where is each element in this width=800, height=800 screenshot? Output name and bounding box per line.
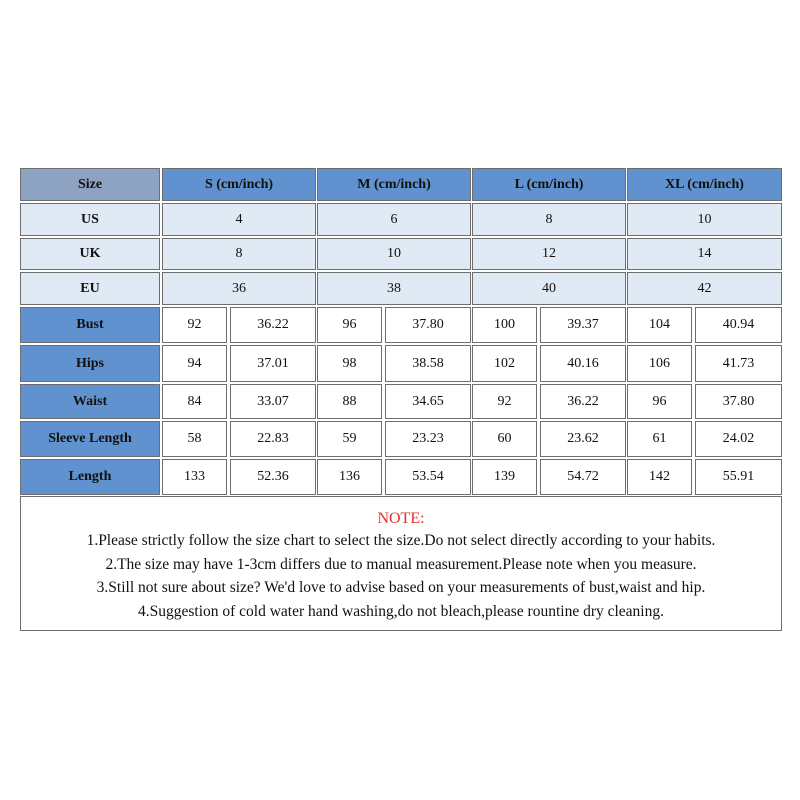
- size-header-corner: Size: [20, 168, 160, 201]
- size-value-eu-0: 36: [162, 272, 316, 305]
- note-line-3: 3.Still not sure about size? We'd love to advise based on your measurements of bust,waist and hip.: [96, 579, 706, 596]
- inch-value-waist-1: 34.65: [385, 384, 471, 419]
- note-title: NOTE:: [377, 510, 425, 527]
- cm-value-hips-3: 106: [627, 345, 692, 382]
- inch-value-sleeve-length-3: 24.02: [695, 421, 782, 457]
- inch-value-waist-3: 37.80: [695, 384, 782, 419]
- notes-box: [20, 496, 782, 631]
- inch-value-bust-2: 39.37: [540, 307, 626, 343]
- size-header-2: L (cm/inch): [472, 168, 626, 201]
- cm-value-length-0: 133: [162, 459, 227, 495]
- cm-value-waist-1: 88: [317, 384, 382, 419]
- inch-value-sleeve-length-1: 23.23: [385, 421, 471, 457]
- cm-value-sleeve-length-0: 58: [162, 421, 227, 457]
- size-value-us-3: 10: [627, 203, 782, 236]
- cm-value-waist-3: 96: [627, 384, 692, 419]
- row-label-uk: UK: [20, 238, 160, 270]
- row-label-eu: EU: [20, 272, 160, 305]
- row-label-waist: Waist: [20, 384, 160, 419]
- note-line-4: 4.Suggestion of cold water hand washing,do not bleach,please rountine dry cleaning.: [137, 602, 664, 620]
- cm-value-length-3: 142: [627, 459, 692, 495]
- size-header-3: XL (cm/inch): [627, 168, 782, 201]
- size-value-uk-2: 12: [472, 238, 626, 270]
- cm-value-hips-2: 102: [472, 345, 537, 382]
- inch-value-hips-0: 37.01: [230, 345, 316, 382]
- cm-value-hips-1: 98: [317, 345, 382, 382]
- size-header-1: M (cm/inch): [317, 168, 471, 201]
- inch-value-hips-2: 40.16: [540, 345, 626, 382]
- size-value-uk-1: 10: [317, 238, 471, 270]
- cm-value-waist-2: 92: [472, 384, 537, 419]
- size-value-eu-2: 40: [472, 272, 626, 305]
- cm-value-bust-3: 104: [627, 307, 692, 343]
- cm-value-bust-2: 100: [472, 307, 537, 343]
- note-line-2: 2.The size may have 1-3cm differs due to manual measurement.Please note when you measure.: [105, 555, 697, 573]
- row-label-length: Length: [20, 459, 160, 495]
- inch-value-length-3: 55.91: [695, 459, 782, 495]
- inch-value-sleeve-length-0: 22.83: [230, 421, 316, 457]
- row-label-hips: Hips: [20, 345, 160, 382]
- cm-value-hips-0: 94: [162, 345, 227, 382]
- inch-value-length-1: 53.54: [385, 459, 471, 495]
- cm-value-sleeve-length-2: 60: [472, 421, 537, 457]
- inch-value-hips-3: 41.73: [695, 345, 782, 382]
- inch-value-sleeve-length-2: 23.62: [540, 421, 626, 457]
- cm-value-sleeve-length-3: 61: [627, 421, 692, 457]
- cm-value-sleeve-length-1: 59: [317, 421, 382, 457]
- inch-value-bust-1: 37.80: [385, 307, 471, 343]
- inch-value-bust-0: 36.22: [230, 307, 316, 343]
- inch-value-bust-3: 40.94: [695, 307, 782, 343]
- size-value-uk-0: 8: [162, 238, 316, 270]
- cm-value-bust-1: 96: [317, 307, 382, 343]
- row-label-sleeve-length: Sleeve Length: [20, 421, 160, 457]
- size-header-0: S (cm/inch): [162, 168, 316, 201]
- size-value-eu-3: 42: [627, 272, 782, 305]
- size-value-us-1: 6: [317, 203, 471, 236]
- cm-value-length-1: 136: [317, 459, 382, 495]
- inch-value-length-0: 52.36: [230, 459, 316, 495]
- size-value-us-2: 8: [472, 203, 626, 236]
- inch-value-waist-2: 36.22: [540, 384, 626, 419]
- inch-value-waist-0: 33.07: [230, 384, 316, 419]
- cm-value-bust-0: 92: [162, 307, 227, 343]
- row-label-bust: Bust: [20, 307, 160, 343]
- size-value-eu-1: 38: [317, 272, 471, 305]
- size-value-us-0: 4: [162, 203, 316, 236]
- cm-value-length-2: 139: [472, 459, 537, 495]
- size-value-uk-3: 14: [627, 238, 782, 270]
- inch-value-length-2: 54.72: [540, 459, 626, 495]
- inch-value-hips-1: 38.58: [385, 345, 471, 382]
- row-label-us: US: [20, 203, 160, 236]
- cm-value-waist-0: 84: [162, 384, 227, 419]
- note-line-1: 1.Please strictly follow the size chart to select the size.Do not select directly according to your habits.: [86, 532, 716, 549]
